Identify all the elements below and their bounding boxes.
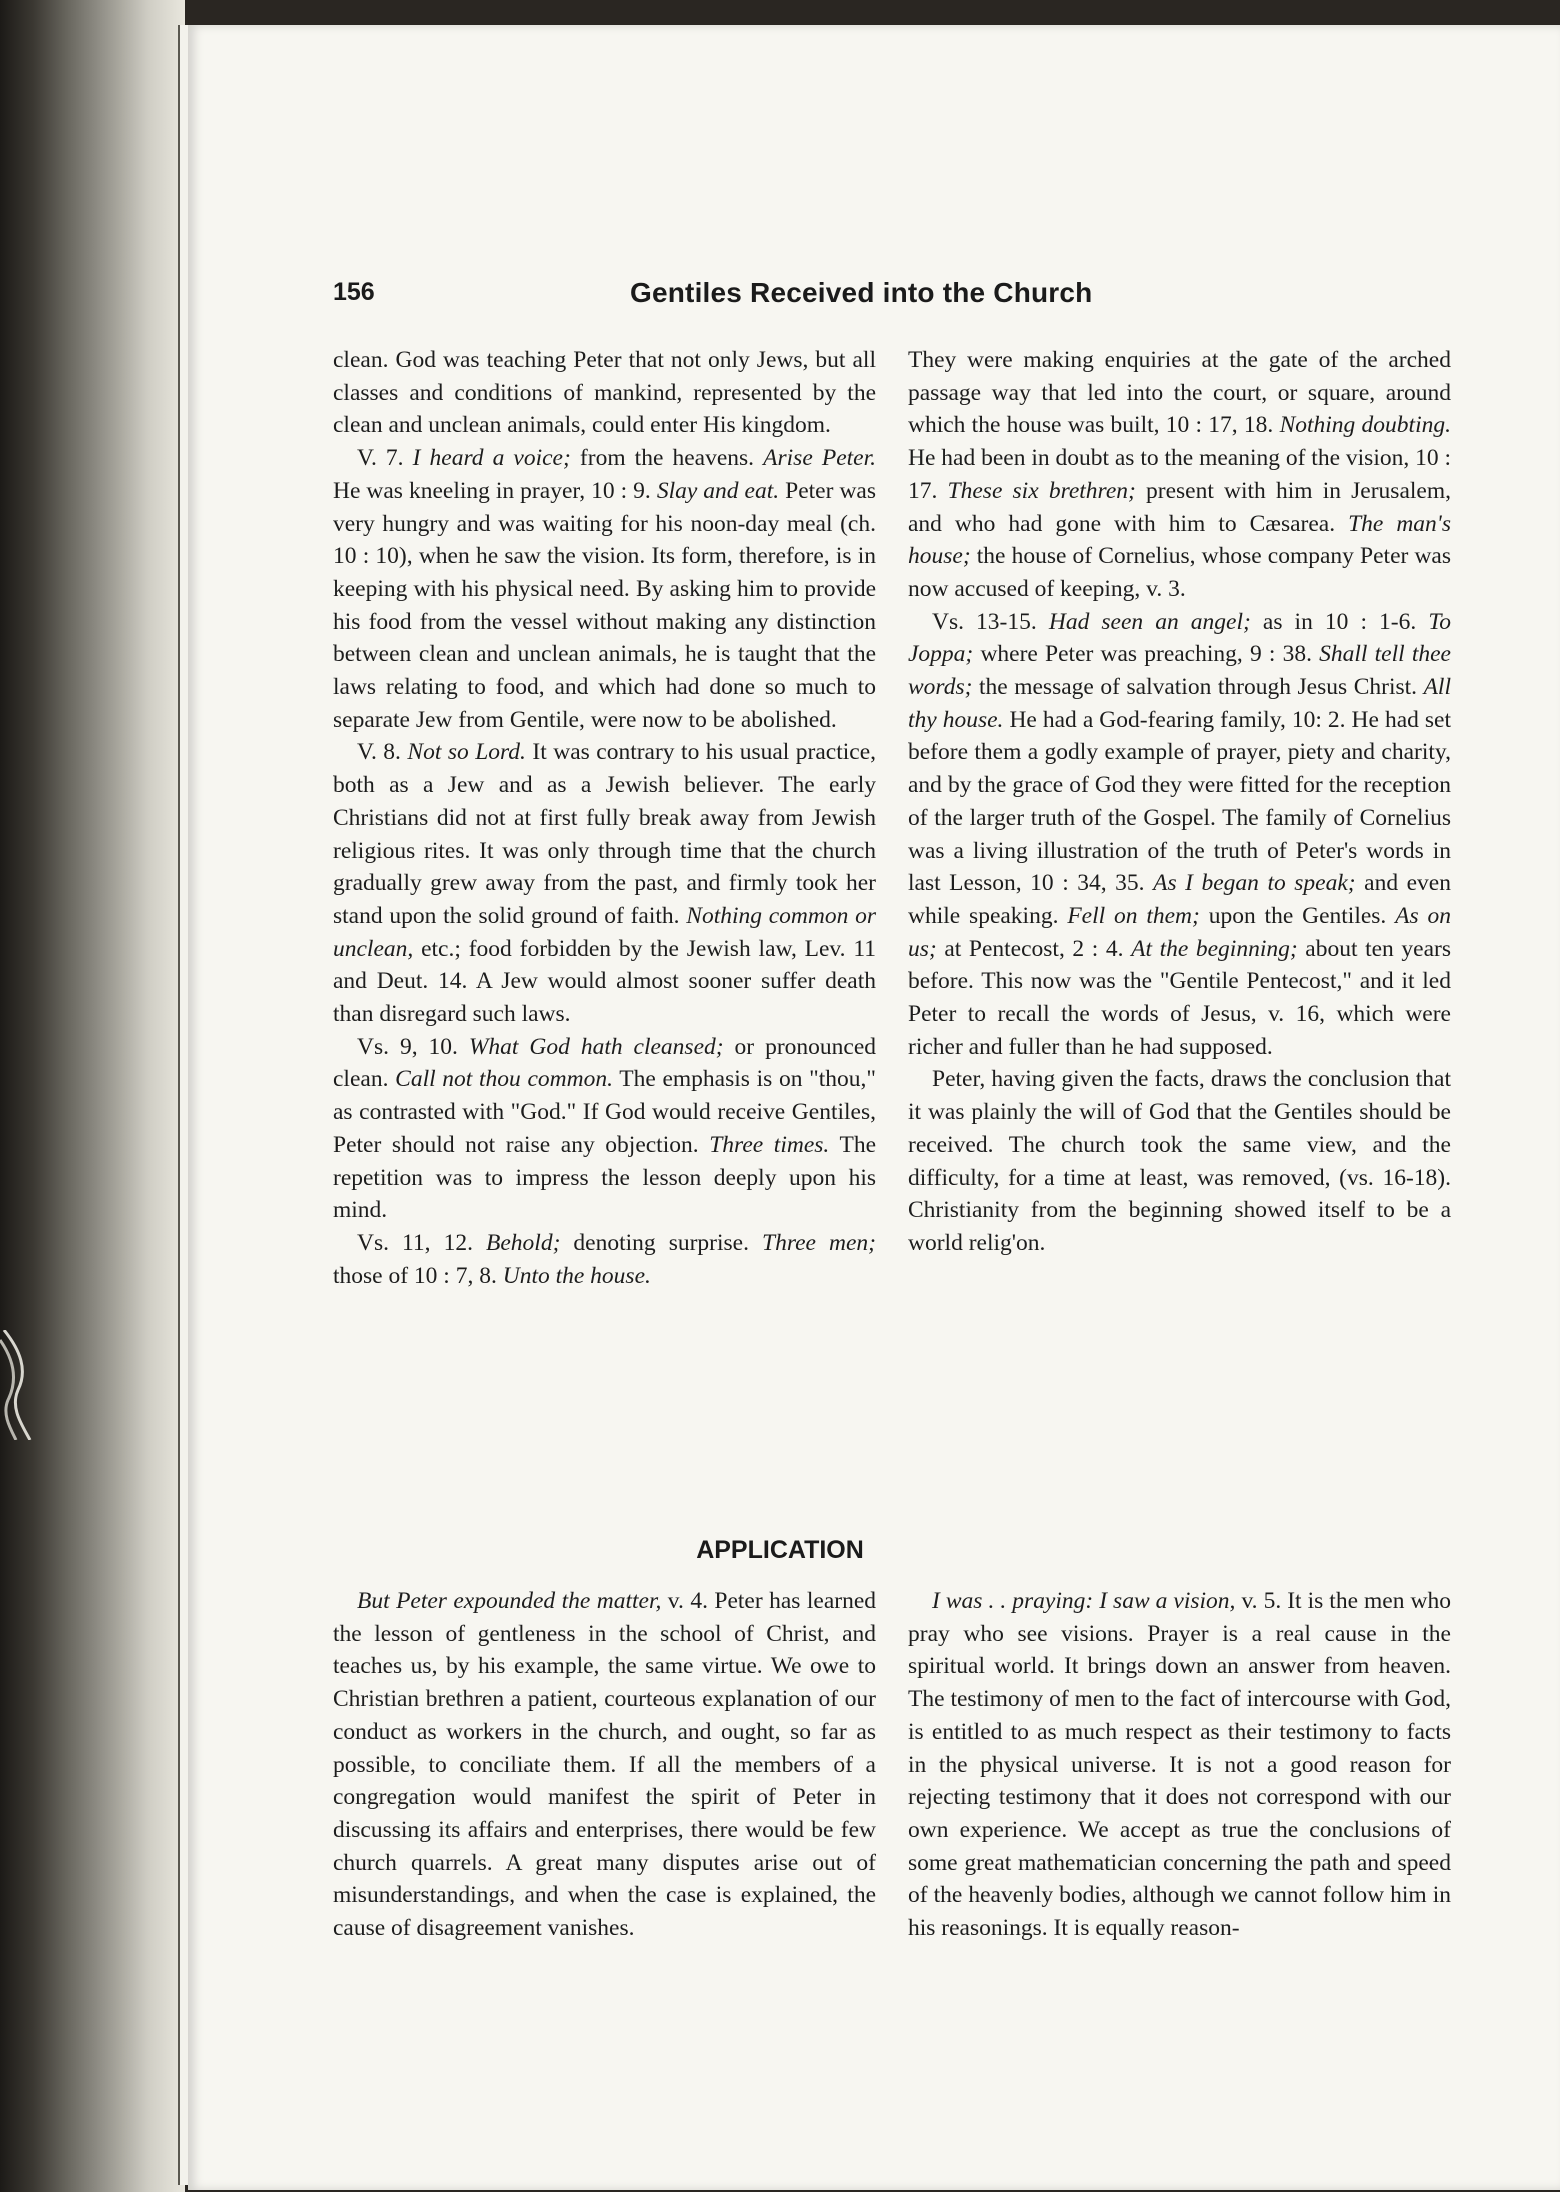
italic-phrase: Behold; [486,1229,561,1256]
text-run: upon the Gentiles. [1199,902,1396,929]
paragraph [333,1585,876,1945]
text-run: those of 10 : 7, 8. [333,1262,503,1289]
text-run: from the heavens. [570,445,764,472]
application-left-column [333,1585,876,1945]
text-run: at Pentecost, 2 : 4. [936,935,1132,962]
text-run: present with him in Jerusalem, and who had gone with him to Cæsarea. [908,477,1451,537]
paragraph [908,1585,1451,1945]
italic-phrase: Nothing doubting. [1279,412,1451,439]
italic-phrase: I was . . praying: I saw a vision, [932,1588,1236,1614]
text-run: Vs. 11, 12. [357,1229,486,1256]
page-number: 156 [333,278,375,306]
italic-phrase: I heard a voice; [412,445,571,472]
paragraph [908,1063,1451,1259]
bookmark-clip-icon [0,1330,34,1440]
application-heading: APPLICATION [696,1536,864,1564]
italic-phrase: Not so Lord. [407,739,526,766]
text-run: The repetition was to impress the lesson deeply upon his mind. [333,1131,876,1224]
paragraph [333,344,876,442]
text-run: the house of Cornelius, whose company Peter was now accused of keeping, v. 3. [908,543,1451,602]
italic-phrase: All thy house. [908,674,1451,733]
italic-phrase: Slay and eat. [656,477,780,504]
text-run: He had been in doubt as to the meaning of the vision, 10 : 17. [908,445,1452,504]
italic-phrase: Unto the house. [502,1262,651,1289]
running-head: Gentiles Received into the Church [630,277,1093,308]
italic-phrase: Shall tell thee words; [908,641,1451,701]
italic-phrase: The man's house; [908,510,1451,570]
italic-phrase: As on us; [908,902,1451,962]
text-run: Vs. 9, 10. [357,1033,469,1060]
text-run: Peter was very hungry and was waiting for his noon-day meal (ch. 10 : 10), when he saw the vision. Its form, therefore, is in keeping with his physical need. By asking him to provide his food from the vessel without making any distinction between clean and unclean animals, he is taught that the laws relating to food, and which had done so much to separate Jew from Gentile, were now to be abolished. [333,477,876,733]
italic-phrase: To Joppa; [908,608,1452,668]
right-column [908,344,1451,1260]
text-run: v. 5. It is the men who pray who see visions. Prayer is a real cause in the spiritual world. It brings down an answer from heaven. The testimony of men to the fact of intercourse with God, is entitled to as much respect as their testimony to facts in the physical universe. It is not a good reason for rejecting testimony that it does not correspond with our own experience. We accept as true the conclusions of some great mathematician concerning the path and speed of the heavenly bodies, although we cannot follow him in his reasonings. It is equally reason- [908,1588,1451,1942]
text-run: about ten years before. This now was the "Gentile Pentecost," and it led Peter to recall the words of Jesus, v. 16, which were richer and fuller than he had supposed. [908,935,1451,1060]
paragraph [333,1227,876,1292]
paragraph [333,442,876,736]
italic-phrase: Nothing common or unclean, [333,902,877,962]
book-binding [0,0,185,2192]
text-run: or pronounced clean. [333,1033,877,1093]
italic-phrase: Fell on them; [1067,902,1200,929]
italic-phrase: Had seen an angel; [1048,608,1251,635]
italic-phrase: As I began to speak; [1153,870,1356,897]
italic-phrase: These six brethren; [947,477,1136,504]
text-run: etc.; food forbidden by the Jewish law, Lev. 11 and Deut. 14. A Jew would almost sooner suffer death than disregard such laws. [333,935,876,1028]
paragraph [333,1031,876,1227]
text-run: Vs. 13-15. [932,608,1049,635]
italic-phrase: What God hath cleansed; [468,1033,724,1060]
application-right-column [908,1585,1451,1945]
text-run: V. 7. [357,445,413,472]
text-run: clean. God was teaching Peter that not only Jews, but all classes and conditions of mankind, represented by the clean and unclean animals, could enter His kingdom. [333,347,876,439]
italic-phrase: Call not thou common. [395,1066,613,1093]
text-run: and even while speaking. [908,870,1451,929]
text-run: where Peter was preaching, 9 : 38. [973,641,1320,668]
text-run: as in 10 : 1-6. [1250,608,1429,635]
text-run: Peter, having given the facts, draws the conclusion that it was plainly the will of God that the Gentiles should be received. The church took the same view, and the difficulty, for a time at least, was removed, (vs. 16-18). Christianity from the beginning showed itself to be a world relig'on. [908,1066,1451,1256]
text-run: He was kneeling in prayer, 10 : 9. [333,477,657,504]
text-run: V. 8. [357,739,408,766]
italic-phrase: But Peter expounded the matter, [357,1588,662,1614]
italic-phrase: Three men; [762,1229,877,1256]
paragraph [908,606,1451,1064]
text-run: They were making enquiries at the gate of the arched passage way that led into the court, or square, around which the house was built, 10 : 17, 18. [908,347,1451,439]
paragraph [908,344,1451,606]
text-run: the message of salvation through Jesus Christ. [972,674,1424,701]
left-column [333,344,876,1292]
text-run: He had a God-fearing family, 10: 2. He had set before them a godly example of prayer, piety and charity, and by the grace of God they were fitted for the reception of the larger truth of the Gospel. The family of Cornelius was a living illustration of the truth of Peter's words in last Lesson, 10 : 34, 35. [908,706,1451,897]
text-run: The emphasis is on "thou," as contrasted with "God." If God would receive Gentiles, Peter should not raise any objection. [333,1066,876,1158]
paragraph [333,736,876,1030]
text-run: It was contrary to his usual practice, both as a Jew and as a Jewish believer. The early Christians did not at first fully break away from Jewish religious rites. It was only through time that the church gradually grew away from the past, and firmly took her stand upon the solid ground of faith. [333,739,876,929]
text-run: v. 4. Peter has learned the lesson of gentleness in the school of Christ, and teaches us, by his example, the same virtue. We owe to Christian brethren a patient, courteous explanation of our conduct as workers in the church, and ought, so far as possible, to conciliate them. If all the members of a congregation would manifest the spirit of Peter in discussing its affairs and enterprises, there would be few church quarrels. A great many disputes arise out of misunderstandings, and when the case is explained, the cause of disagreement vanishes. [333,1588,876,1942]
italic-phrase: Three times. [709,1131,830,1158]
italic-phrase: At the beginning; [1131,935,1298,962]
text-run: denoting surprise. [560,1229,763,1256]
italic-phrase: Arise Peter. [763,445,876,472]
